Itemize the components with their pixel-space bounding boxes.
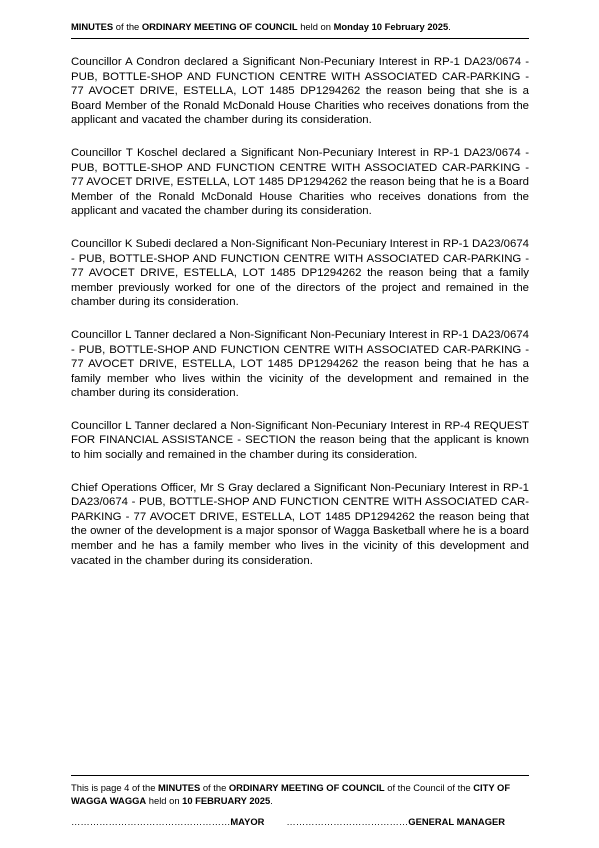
header-date: Monday 10 February 2025 <box>333 21 449 32</box>
footer-page-text: This is page 4 of the <box>71 782 159 793</box>
mayor-label: MAYOR <box>230 816 265 827</box>
footer-divider <box>71 775 529 776</box>
header-divider <box>71 38 529 39</box>
header-minutes: MINUTES <box>71 21 114 32</box>
interest-declaration-4: Councillor L Tanner declared a Non-Significant Non-Pecuniary Interest in RP-1 DA23/0674 - PUB, BOTTLE-SHOP AND FUNCTION CENTRE WITH ASSOCIATED CAR-PARKING - 77 AVOCET DRIVE, ESTELLA, LOT 1485 DP1294262 the reason being that he has a family member who lives within the vicinity of the development and remained in the chamber during its consideration. <box>71 328 529 400</box>
general-manager-label: GENERAL MANAGER <box>408 816 506 827</box>
interest-declaration-6: Chief Operations Officer, Mr S Gray declared a Significant Non-Pecuniary Interest in RP-1 DA23/0674 - PUB, BOTTLE-SHOP AND FUNCTION CENTRE WITH ASSOCIATED CAR-PARKING - 77 AVOCET DRIVE, ESTELLA, LOT 1485 DP1294262 the reason being that the owner of the development is a major sponsor of Wagga Basketball where he is a board member and he has a family member who lives in the vicinity of this development and vacated in the chamber during its consideration. <box>71 481 529 567</box>
page-header <box>71 20 529 33</box>
signature-row <box>71 815 529 828</box>
footer-held-on: held on <box>146 795 183 806</box>
footer-city: CITY OF WAGGA WAGGA <box>71 782 511 806</box>
header-held-on: held on <box>297 21 334 32</box>
header-meeting-name: ORDINARY MEETING OF COUNCIL <box>141 21 298 32</box>
footer-meeting-name: ORDINARY MEETING OF COUNCIL <box>228 782 385 793</box>
page-footer <box>71 781 529 807</box>
interest-declaration-5: Councillor L Tanner declared a Non-Significant Non-Pecuniary Interest in RP-4 REQUEST FOR FINANCIAL ASSISTANCE - SECTION the reason being that the applicant is known to him socially and remained in the chamber during its consideration. <box>71 419 529 462</box>
header-of-the: of the <box>113 21 142 32</box>
minutes-body <box>71 55 529 586</box>
footer-minutes: MINUTES <box>158 782 201 793</box>
gm-signature-line: ………………………………… <box>286 816 409 827</box>
footer-of-the: of the <box>200 782 229 793</box>
interest-declaration-3: Councillor K Subedi declared a Non-Significant Non-Pecuniary Interest in RP-1 DA23/0674 - PUB, BOTTLE-SHOP AND FUNCTION CENTRE WITH ASSOCIATED CAR-PARKING - 77 AVOCET DRIVE, ESTELLA, LOT 1485 DP1294262 the reason being that a family member previously worked for one of the directors of the project and remained in the chamber during its consideration. <box>71 237 529 309</box>
interest-declaration-1: Councillor A Condron declared a Significant Non-Pecuniary Interest in RP-1 DA23/0674 - PUB, BOTTLE-SHOP AND FUNCTION CENTRE WITH ASSOCIATED CAR-PARKING - 77 AVOCET DRIVE, ESTELLA, LOT 1485 DP1294262 the reason being that she is a Board Member of the Ronald McDonald House Charities who receives donations from the applicant and vacated the chamber during its consideration. <box>71 56 529 127</box>
interest-declaration-2: Councillor T Koschel declared a Significant Non-Pecuniary Interest in RP-1 DA23/0674 - PUB, BOTTLE-SHOP AND FUNCTION CENTRE WITH ASSOCIATED CAR-PARKING - 77 AVOCET DRIVE, ESTELLA, LOT 1485 DP1294262 the reason being that he is a Board Member of the Ronald McDonald House Charities who receives donations from the applicant and vacated the chamber during its consideration. <box>71 146 529 218</box>
header-period: . <box>448 21 451 32</box>
footer-of-council: of the Council of the <box>384 782 474 793</box>
footer-date: 10 FEBRUARY 2025 <box>182 795 271 806</box>
footer-period: . <box>270 795 273 806</box>
mayor-signature-line: …………………………………………… <box>71 816 231 827</box>
